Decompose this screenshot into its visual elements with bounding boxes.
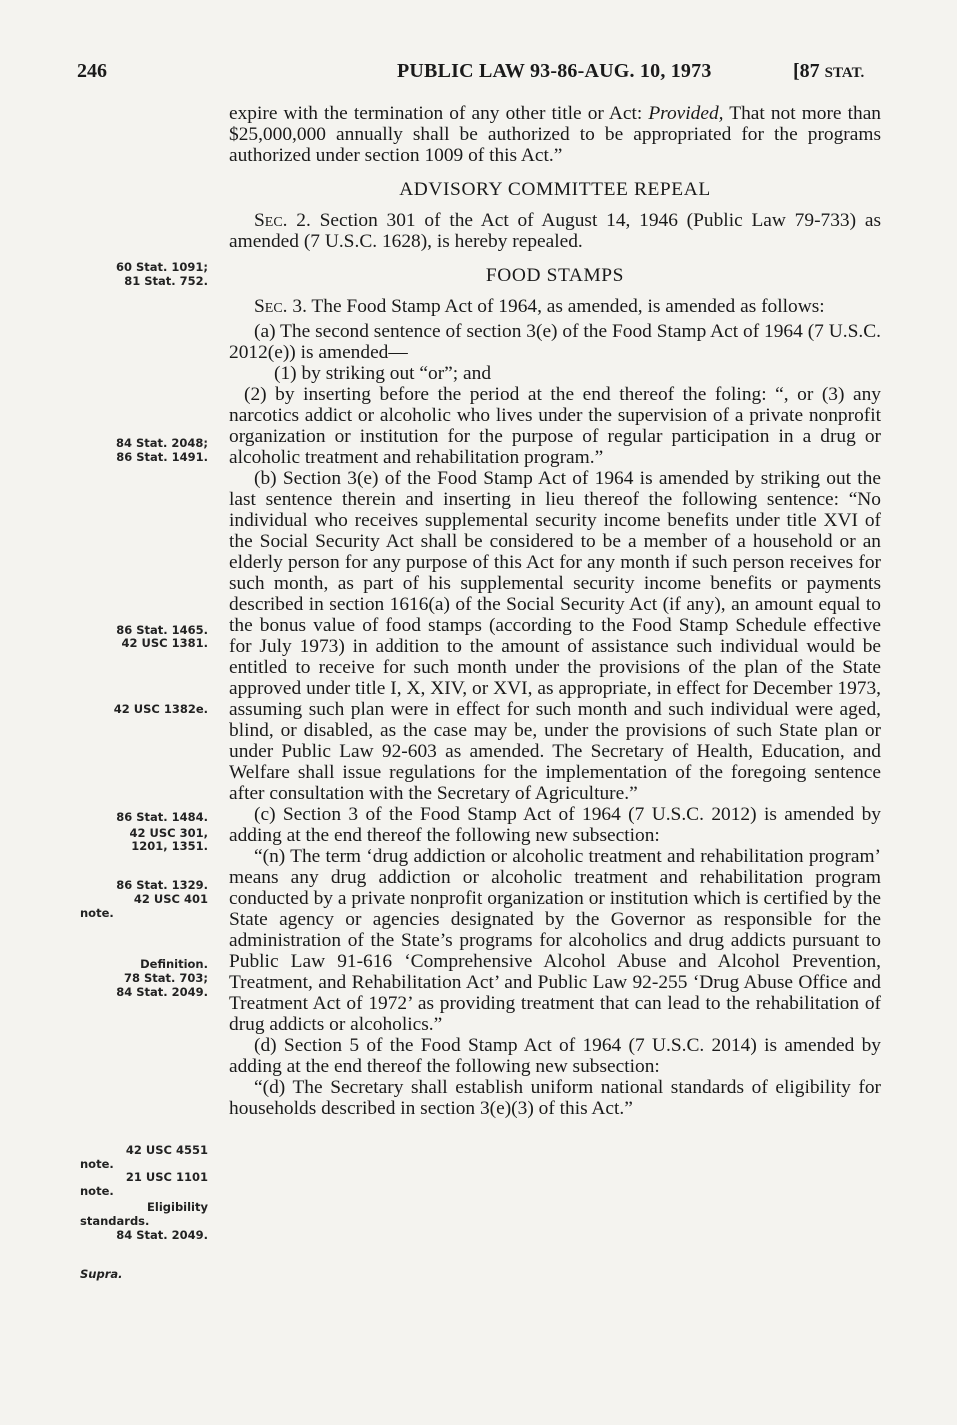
margin-note-21-usc-1101: 21 USC 1101 xyxy=(125,1170,208,1184)
margin-note-81-stat: 81 Stat. 752. xyxy=(124,274,208,288)
main-text xyxy=(229,103,881,1119)
margin-note-42-usc-1382e: 42 USC 1382e. xyxy=(113,702,208,716)
section-2: Sec. 2. Section 301 of the Act of August 14, 1946 (Public Law 79-733) as amended (7 U.S.C. 1628), is hereby repealed. xyxy=(229,210,881,252)
margin-note-86-stat-1465: 86 Stat. 1465. xyxy=(116,623,208,637)
margin-note-84-stat-2048: 84 Stat. 2048; xyxy=(115,436,208,450)
margin-note-86-stat-1484: 86 Stat. 1484. xyxy=(116,810,208,824)
running-title: PUBLIC LAW 93-86-AUG. 10, 1973 xyxy=(397,60,712,82)
heading-advisory-committee-repeal: ADVISORY COMMITTEE REPEAL xyxy=(399,179,711,200)
paragraph-continuation: expire with the termination of any other title or Act: Provided, That not more than $25,000,000 annually shall be authorized to be appropriated for the programs authorized under section 1009 of this Act.” xyxy=(229,103,881,166)
subsection-c: (c) Section 3 of the Food Stamp Act of 1964 (7 U.S.C. 2012) is amended by adding at the end thereof the following new subsection: xyxy=(229,804,881,846)
volume-reference: [87 STAT. xyxy=(793,60,865,82)
margin-note-86-stat-1329: 86 Stat. 1329. xyxy=(116,878,208,892)
heading-food-stamps: FOOD STAMPS xyxy=(485,265,625,286)
margin-note-42-usc-301: 42 USC 301, xyxy=(129,826,208,840)
margin-note-42-usc-4551: 42 USC 4551 xyxy=(125,1143,208,1157)
subsection-a-1: (1) by striking out “or”; and xyxy=(274,363,492,384)
margin-note-definition: Definition. xyxy=(140,957,208,971)
margin-note-86-stat-1491: 86 Stat. 1491. xyxy=(116,450,208,464)
margin-note-1201-1351: 1201, 1351. xyxy=(131,839,208,853)
section-3: Sec. 3. The Food Stamp Act of 1964, as amended, is amended as follows: xyxy=(254,296,825,317)
margin-note-note-3: note. xyxy=(80,1184,114,1198)
margin-note-eligibility: Eligibility xyxy=(147,1200,208,1214)
subsection-n: “(n) The term ‘drug addiction or alcoholic treatment and rehabilitation program’ means any drug addiction or alcoholic treatment and rehabilitation program conducted by a private nonprofit organization or institution which is certified by the State agency or agencies designated by the Governor as responsible for the administration of the State’s programs for alcoholics and drug addicts pursuant to Public Law 91-616 ‘Comprehensive Alcohol Abuse and Alcohol Prevention, Treatment, and Rehabilitation Act’ and Public Law 92-255 ‘Drug Abuse Office and Treatment Act of 1972’ as providing treatment that can lead to the rehabilitation of drug addicts or alcoholics.” xyxy=(229,846,881,1035)
margin-note-note-1: note. xyxy=(80,906,114,920)
page-header xyxy=(0,60,957,90)
margin-note-84-stat-2049-a: 84 Stat. 2049. xyxy=(116,985,208,999)
subsection-a: (a) The second sentence of section 3(e) of the Food Stamp Act of 1964 (7 U.S.C. 2012(e)) is amended— xyxy=(229,321,881,363)
page-number: 246 xyxy=(77,60,107,82)
margin-note-note-2: note. xyxy=(80,1157,114,1171)
subsection-a-2: (2) by inserting before the period at the end thereof the foling: “, or (3) any narcotics addict or alcoholic who lives under the supervision of a private nonprofit organization or institution for the purpose of regular participation in a drug or alcoholic treatment and rehabilitation program.” xyxy=(229,384,881,468)
margin-note-42-usc-401: 42 USC 401 xyxy=(133,892,208,906)
margin-note-78-stat-703: 78 Stat. 703; xyxy=(123,971,208,985)
margin-note-supra: Supra. xyxy=(80,1267,123,1281)
subsection-d-new: “(d) The Secretary shall establish uniform national standards of eligibility for households described in section 3(e)(3) of this Act.” xyxy=(229,1077,881,1119)
margin-note-42-usc-1381: 42 USC 1381. xyxy=(121,636,208,650)
subsection-b: (b) Section 3(e) of the Food Stamp Act of 1964 is amended by striking out the last sentence therein and inserting in lieu thereof the following sentence: “No individual who receives supplemental security income benefits under title XVI of the Social Security Act shall be considered to be a member of a household or an elderly person for any purpose of this Act for any month if such person receives for such month, as part of his supplemental security income benefits or payments described in section 1616(a) of the Social Security Act (if any), an amount equal to the bonus value of food stamps (according to the Food Stamp Schedule effective for July 1973) in addition to the amount of assistance such individual would be entitled to receive for such month under the provisions of the plan of the State approved under title I, X, XIV, or XVI, as appropriate, in effect for December 1973, assuming such plan were in effect for such month and such individual were aged, blind, or disabled, as the case may be, under the provisions of such State plan or under Public Law 92-603 as amended. The Secretary of Health, Education, and Welfare shall issue regulations for the implementation of the foregoing sentence after consultation with the Secretary of Agriculture.” xyxy=(229,468,881,804)
margin-note-60-stat: 60 Stat. 1091; xyxy=(115,260,208,274)
subsection-d: (d) Section 5 of the Food Stamp Act of 1964 (7 U.S.C. 2014) is amended by adding at the end thereof the following new subsection: xyxy=(229,1035,881,1077)
margin-note-standards: standards. xyxy=(80,1214,150,1228)
margin-note-84-stat-2049-b: 84 Stat. 2049. xyxy=(116,1228,208,1242)
